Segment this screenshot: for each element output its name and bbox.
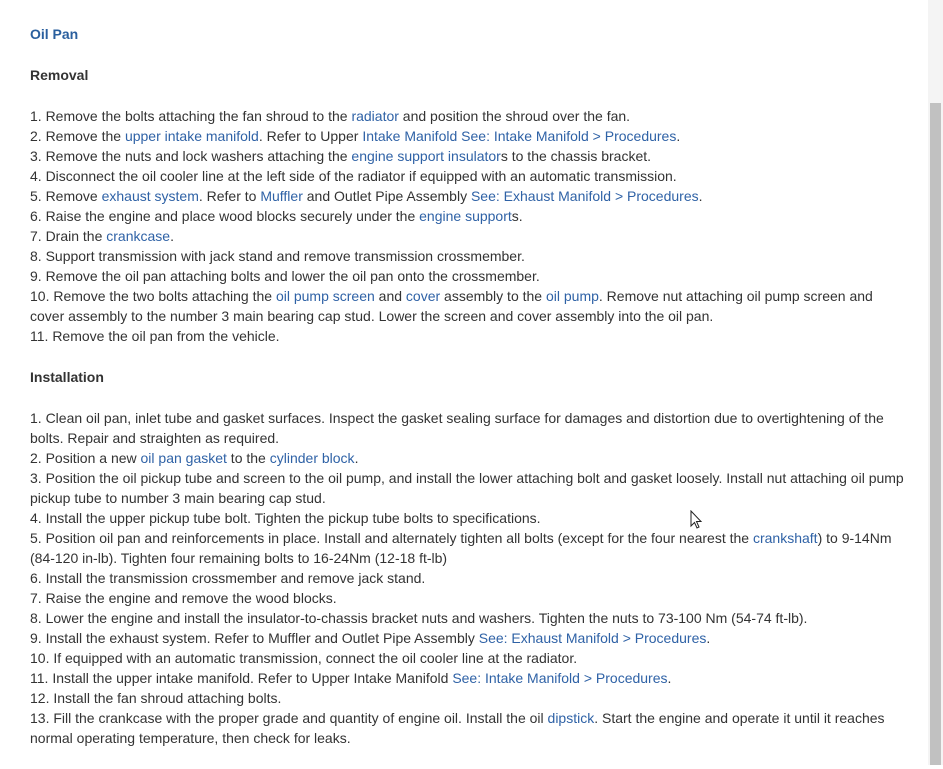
step-item	[30, 166, 906, 186]
step-item	[30, 206, 906, 226]
step-link[interactable]: Muffler	[260, 188, 303, 204]
step-item	[30, 648, 906, 668]
step-link[interactable]: radiator	[351, 108, 399, 124]
step-text: 11. Remove the oil pan from the vehicle.	[30, 328, 280, 344]
step-text: and Outlet Pipe Assembly	[302, 188, 471, 204]
step-item	[30, 468, 906, 508]
step-item	[30, 226, 906, 246]
step-text: 7. Drain the	[30, 228, 107, 244]
step-text: 5. Remove	[30, 188, 102, 204]
step-text: 4. Install the upper pickup tube bolt. Tighten the pickup tube bolts to specifications.	[30, 510, 541, 526]
removal-steps	[30, 106, 906, 346]
step-text: 3. Position the oil pickup tube and screen to the oil pump, and install the lower attaching bolt and gasket loosely. Install nut attaching oil pump pickup tube to number 3 main bearing cap stud.	[30, 470, 904, 506]
installation-heading: Installation	[30, 369, 104, 385]
step-item	[30, 186, 906, 206]
step-text: 11. Install the upper intake manifold. Refer to Upper Intake Manifold	[30, 670, 453, 686]
step-link[interactable]: oil pump	[545, 288, 599, 304]
step-text: 10. If equipped with an automatic transmission, connect the oil cooler line at the radiator.	[30, 650, 578, 666]
step-text: 1. Remove the bolts attaching the fan shroud to the	[30, 108, 352, 124]
step-text: 1. Clean oil pan, inlet tube and gasket surfaces. Inspect the gasket sealing surface for damages and distortion due to overtightening of the bolts. Repair and straighten as required.	[30, 410, 884, 446]
step-link[interactable]: crankshaft	[752, 530, 818, 546]
step-text: 9. Remove the oil pan attaching bolts and lower the oil pan onto the crossmember.	[30, 268, 540, 284]
step-link[interactable]: engine support	[419, 208, 512, 224]
step-item	[30, 408, 906, 448]
step-text: 8. Lower the engine and install the insulator-to-chassis bracket nuts and washers. Tighten the nuts to 73-100 Nm (54-74 ft-lb).	[30, 610, 808, 626]
step-text: assembly to the	[440, 288, 546, 304]
procedure-content	[30, 24, 906, 769]
step-link[interactable]: engine support insulator	[351, 148, 501, 164]
step-text: 2. Position a new	[30, 450, 141, 466]
step-item	[30, 266, 906, 286]
step-text: 5. Position oil pan and reinforcements in place. Install and alternately tighten all bolts (except for the four nearest the	[30, 530, 753, 546]
step-link[interactable]: See: Exhaust Manifold > Procedures	[470, 188, 699, 204]
step-text: and position the shroud over the fan.	[398, 108, 631, 124]
step-link[interactable]: oil pan gasket	[140, 450, 227, 466]
step-item	[30, 448, 906, 468]
step-item	[30, 608, 906, 628]
mouse-pointer-icon	[690, 510, 704, 530]
step-link[interactable]: See: Intake Manifold > Procedures	[461, 128, 677, 144]
step-text: 6. Raise the engine and place wood blocks securely under the	[30, 208, 420, 224]
vertical-scrollbar[interactable]	[928, 0, 943, 765]
step-text: 13. Fill the crankcase with the proper grade and quantity of engine oil. Install the oil	[30, 710, 548, 726]
step-item	[30, 688, 906, 708]
step-text: .	[706, 630, 711, 646]
step-link[interactable]: dipstick	[547, 710, 595, 726]
step-text: .	[170, 228, 174, 244]
step-text: 12. Install the fan shroud attaching bolts.	[30, 690, 282, 706]
step-item	[30, 588, 906, 608]
step-text: .	[667, 670, 672, 686]
step-item	[30, 326, 906, 346]
step-item	[30, 286, 906, 326]
step-text: and	[374, 288, 406, 304]
step-text: .	[354, 450, 359, 466]
step-text: ) to 9-14Nm (84-120 in-lb). Tighten four remaining bolts to 16-24Nm (12-18 ft-lb)	[30, 530, 892, 566]
step-item	[30, 106, 906, 126]
step-item	[30, 126, 906, 146]
step-item	[30, 628, 906, 648]
step-text: .	[676, 128, 681, 144]
step-text: to the	[226, 450, 270, 466]
step-item	[30, 668, 906, 688]
step-text: 6. Install the transmission crossmember and remove jack stand.	[30, 570, 426, 586]
step-text: 9. Install the exhaust system. Refer to Muffler and Outlet Pipe Assembly	[30, 630, 479, 646]
step-text: . Remove nut attaching oil pump screen and cover assembly to the number 3 main bearing cap stud. Lower the screen and cover assembly into the oil pan.	[30, 288, 873, 324]
step-link[interactable]: exhaust system	[101, 188, 199, 204]
step-link[interactable]: See: Exhaust Manifold > Procedures	[478, 630, 707, 646]
step-item	[30, 508, 906, 528]
page-title: Oil Pan	[30, 26, 79, 42]
step-text: 4. Disconnect the oil cooler line at the left side of the radiator if equipped with an automatic transmission.	[30, 168, 677, 184]
step-link[interactable]: cover	[405, 288, 441, 304]
step-text: 3. Remove the nuts and lock washers attaching the	[30, 148, 352, 164]
step-text: .	[698, 188, 703, 204]
step-link[interactable]: cylinder block	[269, 450, 355, 466]
step-link[interactable]: oil pump screen	[275, 288, 375, 304]
step-text: s.	[511, 208, 523, 224]
step-text: 2. Remove the	[30, 128, 125, 144]
installation-steps	[30, 408, 906, 748]
step-item	[30, 246, 906, 266]
scrollbar-thumb[interactable]	[930, 103, 941, 765]
step-item	[30, 146, 906, 166]
step-link[interactable]: See: Intake Manifold > Procedures	[452, 670, 668, 686]
step-item	[30, 708, 906, 748]
step-text: . Refer to	[198, 188, 261, 204]
step-text: . Start the engine and operate it until it reaches normal operating temperature, then check for leaks.	[30, 710, 885, 746]
step-link[interactable]: upper intake manifold	[124, 128, 259, 144]
step-item	[30, 528, 906, 568]
step-item	[30, 568, 906, 588]
step-text: 7. Raise the engine and remove the wood blocks.	[30, 590, 337, 606]
step-text: . Refer to Upper	[258, 128, 363, 144]
removal-heading: Removal	[30, 67, 89, 83]
step-text: s to the chassis bracket.	[500, 148, 652, 164]
step-text: 10. Remove the two bolts attaching the	[30, 288, 276, 304]
step-link[interactable]: crankcase	[106, 228, 171, 244]
step-text: 8. Support transmission with jack stand and remove transmission crossmember.	[30, 248, 525, 264]
step-link[interactable]: Intake Manifold	[362, 128, 458, 144]
